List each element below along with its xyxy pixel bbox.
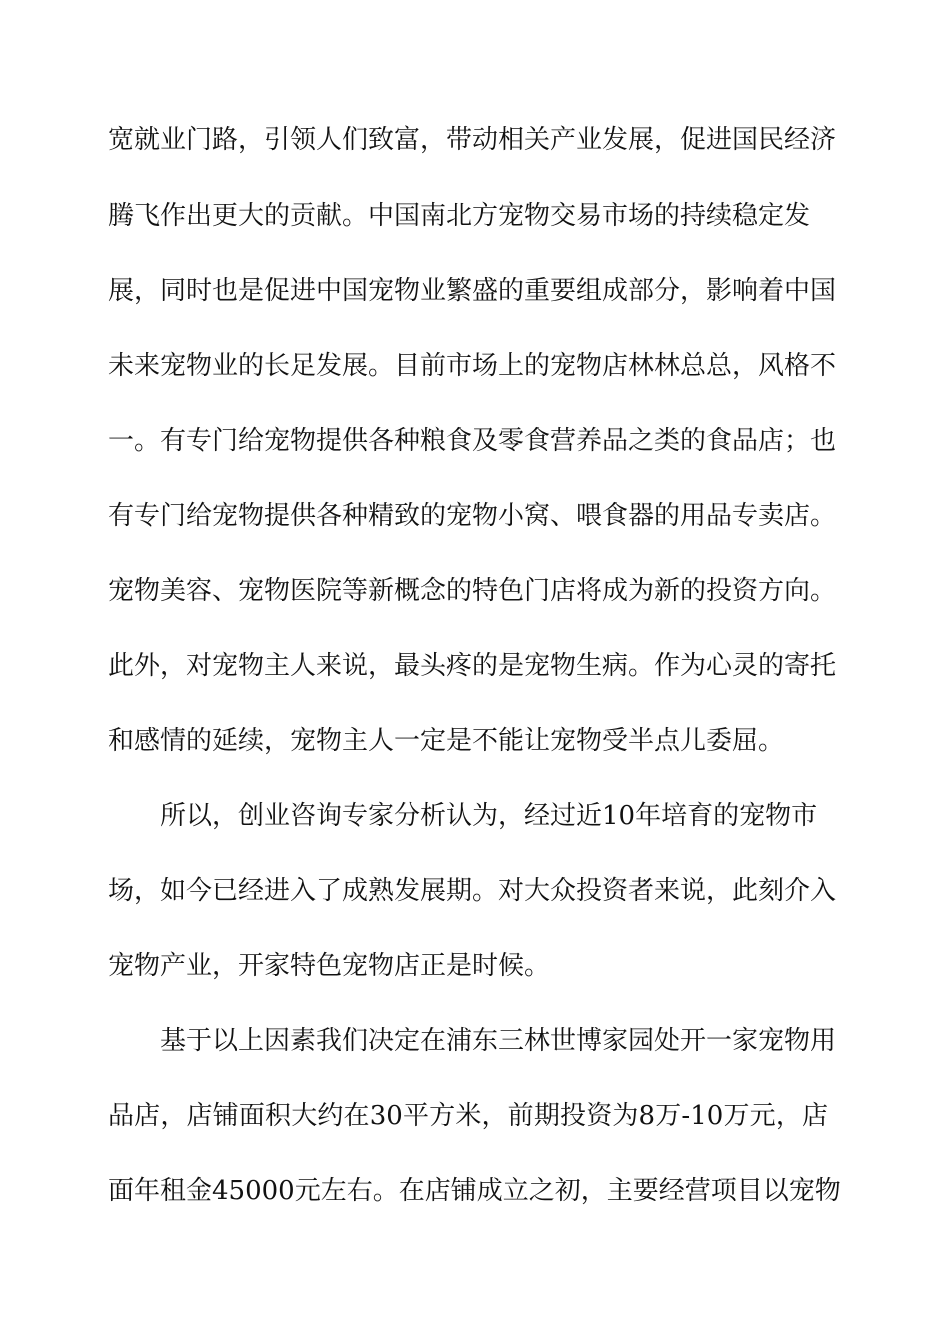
text-line: 场，如今已经进入了成熟发展期。对大众投资者来说，此刻介入 [108,876,837,906]
text-line: 此外，对宠物主人来说，最头疼的是宠物生病。作为心灵的寄托 [108,651,837,681]
text-line: 宠物产业，开家特色宠物店正是时候。 [108,951,551,981]
text-line: 宠物美容、宠物医院等新概念的特色门店将成为新的投资方向。 [108,576,837,606]
text-line: 面年租金45000元左右。在店铺成立之初，主要经营项目以宠物 [108,1176,841,1206]
text-line: 一。有专门给宠物提供各种粮食及零食营养品之类的食品店；也 [108,426,837,456]
text-line: 有专门给宠物提供各种精致的宠物小窝、喂食器的用品专卖店。 [108,501,837,531]
text-line: 宽就业门路，引领人们致富，带动相关产业发展，促进国民经济 [108,125,837,155]
text-line: 腾飞作出更大的贡献。中国南北方宠物交易市场的持续稳定发 [108,201,811,231]
paragraph-first-line: 所以，创业咨询专家分析认为，经过近10年培育的宠物市 [160,801,818,831]
text-line: 未来宠物业的长足发展。目前市场上的宠物店林林总总，风格不 [108,351,837,381]
text-line: 展，同时也是促进中国宠物业繁盛的重要组成部分，影响着中国 [108,276,837,306]
paragraph-first-line: 基于以上因素我们决定在浦东三林世博家园处开一家宠物用 [160,1026,837,1056]
text-line: 品店，店铺面积大约在30平方米，前期投资为8万-10万元，店 [108,1101,828,1131]
text-line: 和感情的延续，宠物主人一定是不能让宠物受半点儿委屈。 [108,726,785,756]
